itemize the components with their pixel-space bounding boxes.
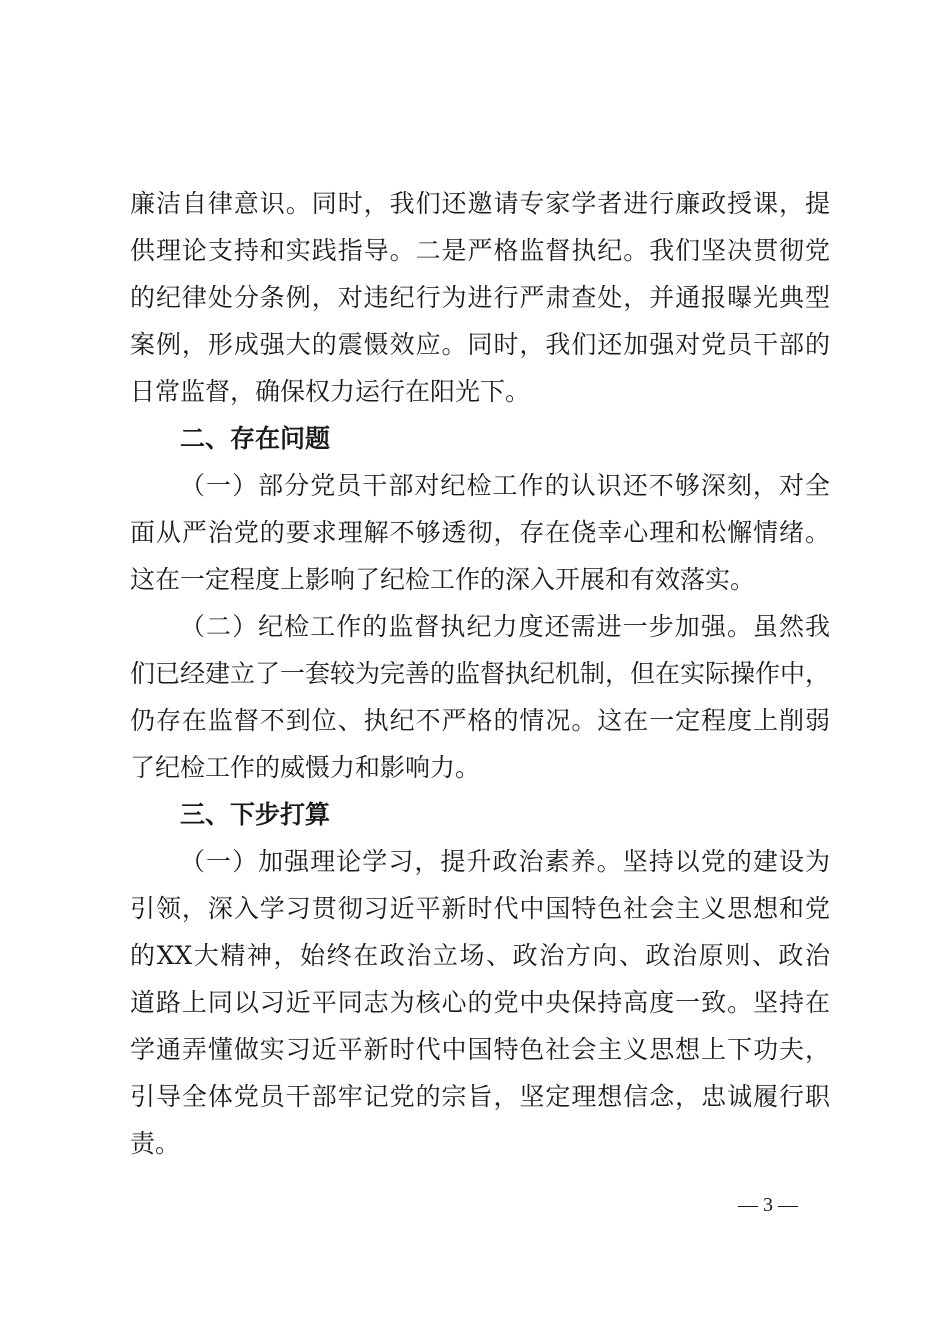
document-body	[130, 180, 830, 1167]
body-line: （二）纪检工作的监督执纪力度还需进一步加强。虽然我	[180, 612, 830, 641]
body-line: 学通弄懂做实习近平新时代中国特色社会主义思想上下功夫，	[130, 1035, 830, 1064]
body-line: 面从严治党的要求理解不够透彻，存在侥幸心理和松懈情绪。	[130, 518, 830, 547]
body-line: 们已经建立了一套较为完善的监督执纪机制，但在实际操作中，	[130, 659, 831, 688]
body-line: 责。	[130, 1129, 181, 1158]
section-heading-next-steps: 三、下步打算	[180, 800, 331, 829]
body-line: 引导全体党员干部牢记党的宗旨，坚定理想信念，忠诚履行职	[130, 1082, 830, 1111]
body-line: （一）部分党员干部对纪检工作的认识还不够深刻，对全	[180, 471, 830, 500]
body-line: 这在一定程度上影响了纪检工作的深入开展和有效落实。	[130, 565, 756, 594]
body-line: （一）加强理论学习，提升政治素养。坚持以党的建设为	[180, 847, 830, 876]
body-line: 的XX大精神，始终在政治立场、政治方向、政治原则、政治	[130, 941, 830, 970]
body-line: 廉洁自律意识。同时，我们还邀请专家学者进行廉政授课，提	[130, 189, 830, 218]
body-line: 道路上同以习近平同志为核心的党中央保持高度一致。坚持在	[130, 988, 830, 1017]
section-heading-problems: 二、存在问题	[180, 424, 331, 453]
body-line: 日常监督，确保权力运行在阳光下。	[130, 377, 531, 406]
body-line: 引领，深入学习贯彻习近平新时代中国特色社会主义思想和党	[130, 894, 830, 923]
body-line: 供理论支持和实践指导。二是严格监督执纪。我们坚决贯彻党	[130, 236, 830, 265]
body-line: 了纪检工作的威慑力和影响力。	[130, 753, 481, 782]
body-line: 案例，形成强大的震慑效应。同时，我们还加强对党员干部的	[130, 330, 830, 359]
body-line: 的纪律处分条例，对违纪行为进行严肃查处，并通报曝光典型	[130, 283, 830, 312]
body-line: 仍存在监督不到位、执纪不严格的情况。这在一定程度上削弱	[130, 706, 830, 735]
page-number: — 3 —	[738, 1194, 798, 1216]
